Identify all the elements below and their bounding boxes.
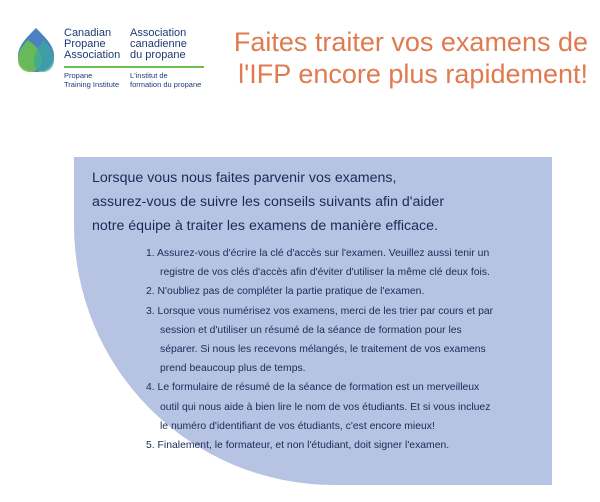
intro-line: Lorsque vous nous faites parvenir vos examens, <box>92 170 397 186</box>
list-item-text: prend beaucoup plus de temps. <box>160 363 306 375</box>
list-item-text: session et d'utiliser un résumé de la séance de formation pour les <box>160 324 462 336</box>
propane-flame-logo-icon <box>14 26 58 74</box>
list-item <box>146 436 542 455</box>
list-item <box>146 302 542 379</box>
list-item-text: registre de vos clés d'accès afin d'éviter d'utiliser la même clé deux fois. <box>160 267 490 279</box>
logo-name-fr: Association canadienne du propane <box>130 27 187 61</box>
list-item <box>146 244 542 282</box>
page-headline: Faites traiter vos examens de l'IFP encore plus rapidement! <box>233 27 588 89</box>
intro-line: assurez-vous de suivre les conseils suivants afin d'aider <box>92 194 445 210</box>
logo-subtitle-fr: L'institut de formation du propane <box>130 71 202 89</box>
list-item-text: le numéro d'identifiant de vos étudiants, c'est encore mieux! <box>160 420 435 432</box>
cpa-logo <box>14 22 214 100</box>
list-item-text: 3. Lorsque vous numérisez vos examens, merci de les trier par cours et par <box>146 305 494 317</box>
list-item <box>146 282 542 301</box>
list-item <box>146 378 542 436</box>
list-item-text: 4. Le formulaire de résumé de la séance de formation est un merveilleux <box>146 382 480 394</box>
tips-list <box>146 244 542 455</box>
logo-name-en: Canadian Propane Association <box>64 27 121 61</box>
list-item-text: 2. N'oubliez pas de compléter la partie pratique de l'examen. <box>146 286 425 298</box>
intro-text <box>92 166 532 238</box>
intro-line: notre équipe à traiter les examens de manière efficace. <box>92 218 438 234</box>
logo-subtitle-en: Propane Training Institute <box>64 71 120 89</box>
list-item-text: 1. Assurez-vous d'écrire la clé d'accès sur l'examen. Veuillez aussi tenir un <box>146 248 490 259</box>
list-item-text: outil qui nous aide à bien lire le nom de vos étudiants. Et si vous incluez <box>160 401 491 413</box>
list-item-text: séparer. Si nous les recevons mélangés, le traitement de vos examens <box>160 344 486 356</box>
logo-divider <box>64 66 204 68</box>
list-item-text: 5. Finalement, le formateur, et non l'étudiant, doit signer l'examen. <box>146 440 450 452</box>
